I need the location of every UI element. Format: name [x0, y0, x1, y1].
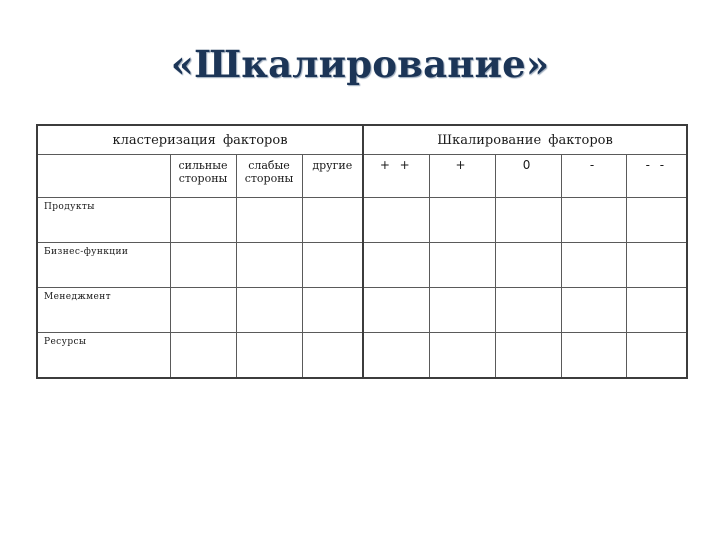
- scaling-table: [36, 124, 688, 379]
- table-cell: [561, 288, 626, 333]
- table-cell: [495, 288, 561, 333]
- table-cell: [561, 198, 626, 243]
- table-cell: [626, 333, 687, 379]
- table-cell: [626, 243, 687, 288]
- scale-double-plus-header: + +: [363, 155, 429, 198]
- table-cell: [302, 243, 363, 288]
- scaling-header: Шкалирование факторов: [363, 125, 687, 155]
- corner-cell: [37, 155, 170, 198]
- table-cell: [363, 333, 429, 379]
- table-cell: [236, 333, 302, 379]
- table-row: [37, 333, 687, 379]
- table-cell: [170, 243, 236, 288]
- table-cell: [561, 333, 626, 379]
- table-row: [37, 243, 687, 288]
- strengths-header: сильные стороны: [170, 155, 236, 198]
- scale-minus-header: -: [561, 155, 626, 198]
- table-cell: [363, 243, 429, 288]
- weaknesses-header: слабые стороны: [236, 155, 302, 198]
- table-row: [37, 198, 687, 243]
- table-row: [37, 288, 687, 333]
- table-cell: [236, 243, 302, 288]
- other-header: другие: [302, 155, 363, 198]
- table-cell: [302, 333, 363, 379]
- table-cell: [495, 243, 561, 288]
- table-cell: [626, 198, 687, 243]
- scale-plus-header: +: [429, 155, 495, 198]
- row-label-products: Продукты: [37, 198, 170, 243]
- table-cell: [429, 333, 495, 379]
- row-label-management: Менеджмент: [37, 288, 170, 333]
- table-cell: [495, 333, 561, 379]
- table-cell: [302, 198, 363, 243]
- slide-title: «Шкалирование»: [170, 42, 550, 86]
- scale-double-minus-header: - -: [626, 155, 687, 198]
- scale-zero-header: 0: [495, 155, 561, 198]
- row-label-business-functions: Бизнес-функции: [37, 243, 170, 288]
- table-cell: [170, 288, 236, 333]
- table-cell: [170, 198, 236, 243]
- table-cell: [363, 288, 429, 333]
- table-cell: [302, 288, 363, 333]
- table-cell: [626, 288, 687, 333]
- table-cell: [429, 198, 495, 243]
- table-cell: [363, 198, 429, 243]
- table-cell: [429, 288, 495, 333]
- clustering-header: кластеризация факторов: [37, 125, 363, 155]
- table-cell: [170, 333, 236, 379]
- table-cell: [236, 288, 302, 333]
- table-cell: [429, 243, 495, 288]
- row-label-resources: Ресурсы: [37, 333, 170, 379]
- table-cell: [561, 243, 626, 288]
- table-cell: [495, 198, 561, 243]
- table-cell: [236, 198, 302, 243]
